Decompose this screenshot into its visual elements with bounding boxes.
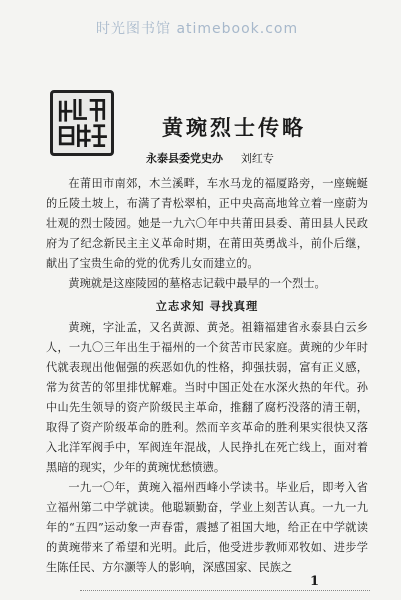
article-body xyxy=(46,174,368,578)
seal-glyph-art xyxy=(53,93,111,153)
byline-org: 永泰县委党史办 xyxy=(146,152,223,165)
watermark: 时光图书馆 atimebook.com xyxy=(96,21,299,37)
footer-rule xyxy=(80,590,370,592)
seal-stamp xyxy=(50,90,114,156)
section-heading: 立志求知 寻找真理 xyxy=(155,299,259,313)
paragraph: 黄琬，字沚孟，又名黄源、黄尧。祖籍福建省永泰县白云乡人，一九〇三年出生于福州的一个贫苦市民家庭。黄琬的少年时代就表现出他倔强的疾恶如仇的性格，抑强扶弱，富有正义感，常为贫苦的邻里排忧解难。当时中国正处在水深火热的年代。孙中山先生领导的资产阶级民主革命，推翻了腐朽没落的清王朝，取得了资产阶级革命的胜利。然而辛亥革命的胜利果实很快又落入北洋军阀手中，军阀连年混战，人民挣扎在死亡线上，面对着黑暗的现实，少年的黄琬忧愁愤懑。 xyxy=(46,321,368,474)
byline-author: 刘红专 xyxy=(240,152,274,165)
paragraph: 在莆田市南郊，木兰溪畔，车水马龙的福厦路旁，一座蜿蜒的丘陵土坡上，布满了青松翠柏，正中央高高地耸立着一座蔚为壮观的烈士陵园。她是一九六〇年中共莆田县委、莆田县人民政府为了纪念新民主主义革命时期，在莆田英勇战斗，前仆后继，献出了宝贵生命的党的优秀儿女而建立的。 xyxy=(46,177,368,270)
byline xyxy=(146,150,274,166)
paragraph: 黄琬就是这座陵园的墓格志记载中最早的一个烈士。 xyxy=(68,277,326,290)
paragraph: 一九一〇年，黄琬入福州西峰小学读书。毕业后，即考入省立福州第二中学就读。他聪颖勤奋，学业上刻苦认真。一九一九年的“五四”运动象一声春雷，震撼了祖国大地，给正在中学就读的黄琬带来了希望和光明。此后，他受进步教师邓牧如、进步学生陈任民、方尔灏等人的影响，深感国家、民族之 xyxy=(46,481,368,574)
article-title: 黄琬烈士传略 xyxy=(162,115,306,140)
page-number: 1 xyxy=(310,574,320,589)
